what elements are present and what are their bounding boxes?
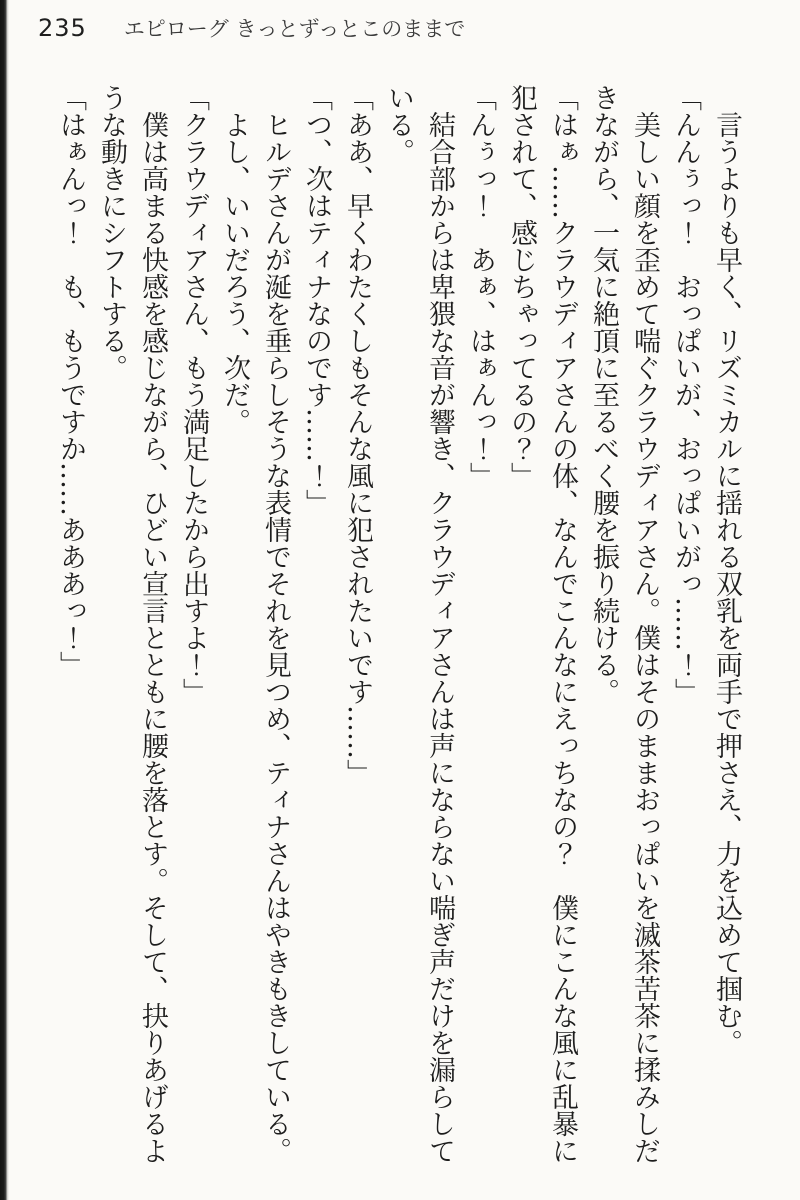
paragraph-narration-10: よし、いいだろう、次だ。 bbox=[219, 111, 250, 435]
paragraph-narration-12: 僕は高まる快感を感じながら、ひどい宣言とともに腰を落とす。そして、抉りあげるような動きにシフトする。 bbox=[96, 84, 168, 1164]
paragraph-dialogue-7: 「ああ、早くわたくしもそんな風に犯されたいです……」 bbox=[342, 84, 373, 786]
paragraph-narration-6: 結合部からは卑猥な音が響き、クラウディアさんは声にならない喘ぎ声だけを漏らしている。 bbox=[383, 84, 455, 1164]
paragraph-dialogue-8: 「つ、次はティナなのです……！」 bbox=[301, 84, 332, 516]
paragraph-dialogue-2: 「んんぅっ！ おっぱいが、おっぱいがっ……！」 bbox=[670, 84, 701, 705]
paragraph-dialogue-4: 「はぁ……クラウディアさんの体、なんでこんなにえっちなの？ 僕にこんな風に乱暴に犯されて、感じちゃってるの？」 bbox=[506, 84, 578, 1164]
vertical-text-block bbox=[50, 84, 747, 1164]
chapter-title: エピローグ きっとずっとこのままで bbox=[123, 17, 466, 41]
paragraph-dialogue-11: 「クラウディアさん、もう満足したから出すよ！」 bbox=[178, 84, 209, 705]
paragraph-dialogue-13: 「はぁんっ！ も、もうですか……あああっ！」 bbox=[55, 84, 86, 678]
paragraph-narration-3: 美しい顔を歪めて喘ぐクラウディアさん。僕はそのままおっぱいを滅茶苦茶に揉みしだきながら、一気に絶頂に至るべく腰を振り続ける。 bbox=[588, 84, 660, 1164]
paragraph-narration-1: 言うよりも早く、リズミカルに揺れる双乳を両手で押さえ、力を込めて掴む。 bbox=[711, 111, 742, 1056]
paragraph-dialogue-5: 「んぅっ！ あぁ、はぁんっ！」 bbox=[465, 84, 496, 489]
page-header bbox=[38, 13, 465, 43]
paragraph-narration-9: ヒルデさんが涎を垂らしそうな表情でそれを見つめ、ティナさんはやきもきしている。 bbox=[260, 111, 291, 1164]
page-number: 235 bbox=[38, 14, 87, 42]
scan-edge-shadow bbox=[0, 0, 9, 1200]
